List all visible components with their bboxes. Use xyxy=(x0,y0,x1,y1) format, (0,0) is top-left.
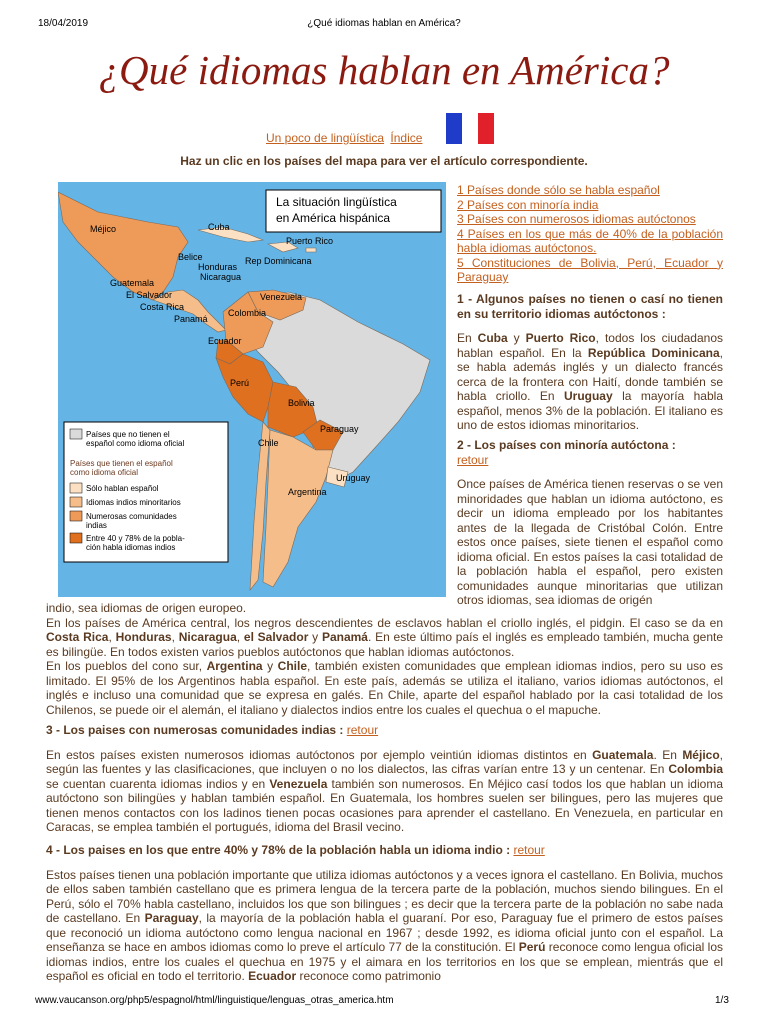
label-nicaragua[interactable]: Nicaragua xyxy=(200,272,242,282)
label-panama[interactable]: Panamá xyxy=(174,314,208,324)
retour-link[interactable]: retour xyxy=(457,452,489,467)
label-honduras[interactable]: Honduras xyxy=(198,262,238,272)
label-el-salvador[interactable]: El Salvador xyxy=(126,290,173,300)
link-linguistica[interactable]: Un poco de lingüística xyxy=(266,131,385,145)
section-2-paragraph-2: En los países de América central, los negros descendientes de esclavos hablan el criollo inglés, el pidgin. El caso se da en Costa Rica, Honduras, Nicaragua, el Salvador y Panamá. En este último país el inglés es empleado también, mucha gente es bilingüe. En todos existen varios pueblos autóctonos que hablan idiomas autóctonos. xyxy=(46,615,724,659)
legend-item-1: Sólo hablan español xyxy=(86,484,159,493)
label-argentina[interactable]: Argentina xyxy=(288,487,327,497)
legend-item-2: Idiomas indios minoritarios xyxy=(86,498,181,507)
bold-term: Perú xyxy=(518,940,546,954)
section-4 xyxy=(46,843,723,984)
bold-term: República Dominicana xyxy=(587,345,720,360)
label-costa-rica[interactable]: Costa Rica xyxy=(140,302,185,312)
link-section-3[interactable]: 3 Países con numerosos idiomas autóctonos xyxy=(457,212,696,226)
print-page-number: 1/3 xyxy=(715,995,729,1006)
link-section-2[interactable]: 2 Países con minoría india xyxy=(457,197,599,212)
label-rep-dominicana[interactable]: Rep Dominicana xyxy=(245,256,312,266)
nav-links xyxy=(266,131,425,145)
page-title: ¿Qué idiomas hablan en América? xyxy=(98,47,670,93)
label-ecuador[interactable]: Ecuador xyxy=(208,336,242,346)
bold-term: Uruguay xyxy=(563,389,613,403)
legend-item-3-line-2: indias xyxy=(86,521,107,530)
map-title-line-2: en América hispánica xyxy=(276,211,391,225)
bold-term: Argentina xyxy=(206,659,263,673)
bold-term: el Salvador xyxy=(243,630,309,644)
bold-term: Panamá xyxy=(321,630,368,644)
label-mejico[interactable]: Méjico xyxy=(90,224,117,234)
legend-gray-line-2: español como idioma oficial xyxy=(86,439,185,448)
section-4-heading: 4 - Los paises en los que entre 40% y 78% de la población habla un idioma indio : retour xyxy=(46,843,545,857)
legend-heading-1: Países que tienen el español xyxy=(70,459,173,468)
section-1-paragraph: En Cuba y Puerto Rico, todos los ciudadanos hablan español. En la República Dominicana, se habla además inglés y un dialecto francés cerca de la frontera con Haití, donde también se habla criollo. En Uruguay la mayoría habla español, menos 3% de la población. El italiano es uno de estos idiomas minoritarios. xyxy=(457,331,724,432)
map-puerto-rico[interactable] xyxy=(306,248,316,252)
label-bolivia[interactable]: Bolivia xyxy=(288,398,315,408)
section-1-heading: 1 - Algunos países no tienen o casí no tienen en su territorio idiomas autóctonos : xyxy=(457,292,723,321)
section-4-paragraph: Estos países tienen una población importante que utiliza idiomas autóctonos y a veces ignora el castellano. En Bolivia, muchos de ellos saben también castellano que es primera lengua de la tercera parte de la población, muchos siendo bilingues. En el Perú, sólo el 70% habla castellano, incluidos los que son bilingues ; es decir que la tercera parte de la población no sabe nada de castellano. En Paraguay, la mayoría de la población habla el guaraní. Por eso, Paraguay fue el primero de estos países que reconoció un idioma autóctono como lengua nacional en 1967 ; desde 1992, es idioma oficial junto con el español. La enseñanza se hace en ambos idiomas como lo preve el artículo 77 de la constitución. El Perú reconoce como lengua oficial los idiomas indios, entre los cuales el quechua en 1975 y el aimara en los territorios en los que se emplean, mientrás que el español es oficial en todo el territorio. Ecuador reconoce como patrimonio xyxy=(46,867,723,983)
label-cuba[interactable]: Cuba xyxy=(208,222,230,232)
section-3 xyxy=(46,723,723,835)
section-2-paragraph-1-cont: indio, sea idiomas de origen europeo. xyxy=(46,601,247,615)
legend-item-4-line-2: ción habla idiomas indios xyxy=(86,543,176,552)
label-colombia[interactable]: Colombia xyxy=(228,308,267,318)
section-2 xyxy=(457,438,723,618)
bold-term: Honduras xyxy=(115,630,172,644)
bold-term: Paraguay xyxy=(144,911,199,925)
section-2-full xyxy=(46,601,723,717)
map-instruction: Haz un clic en los países del mapa para ver el artículo correspondiente. xyxy=(180,154,588,168)
print-footer-url: www.vaucanson.org/php5/espagnol/html/linguistique/lenguas_otras_america.htm xyxy=(35,995,394,1006)
section-3-paragraph: En estos países existen numerosos idiomas autóctonos por ejemplo veintiún idiomas distintos en Guatemala. En Méjico, según las fuentes y las clasificaciones, que incluyen o no los dialectos, las cifras varían entre 13 y un centenar. En Colombia se cuentan cuarenta idiomas indios y en Venezuela también son numerosos. En Méjico casí todos los que hablan un idioma autóctono son bilingües y hablan también español. En Guatemala, los hombres suelen ser bilingues, pero las mujeres que tienen menos contactos con los ladinos tienen pocas ocasiones para aprender el castellano. En Venezuela, en particular en Caracas, se emplea también el portugués, idioma del Brasil vecino. xyxy=(46,747,723,834)
legend-gray-line-1: Países que no tienen el xyxy=(86,430,170,439)
label-chile[interactable]: Chile xyxy=(258,438,279,448)
link-indice[interactable]: Índice xyxy=(390,131,423,145)
bold-term: Venezuela xyxy=(269,776,328,791)
section-2-paragraph-3: En los pueblos del cono sur, Argentina y Chile, también existen comunidades que emplean idiomas indios, pero su uso es limitado. El 95% de los Argentinos habla español. En este país, además se utiliza el italiano, varios idiomas autóctonos, el inglés e incluso una comunidad que se expresa en galés. En Chile, aparte del español hablado por la casi totalidad de los Chilenos, se puede oir el alemán, el italiano y dialectos indios entre los cuales el quechua o el mapuche. xyxy=(46,659,724,717)
bold-term: Chile xyxy=(277,659,308,673)
map-legend xyxy=(64,422,228,562)
legend-heading-2: como idioma oficial xyxy=(70,468,139,477)
label-paraguay[interactable]: Paraguay xyxy=(320,424,359,434)
legend-item-3-line-1: Numerosas comunidades xyxy=(86,512,177,521)
bold-term: Colombia xyxy=(668,762,723,776)
label-guatemala[interactable]: Guatemala xyxy=(110,278,155,288)
label-peru[interactable]: Perú xyxy=(230,378,250,388)
bold-term: Nicaragua xyxy=(178,630,237,644)
french-flag-icon[interactable] xyxy=(446,113,494,144)
label-puerto-rico[interactable]: Puerto Rico xyxy=(286,236,334,246)
section-1 xyxy=(457,292,723,443)
link-section-5[interactable]: 5 Constituciones de Bolivia, Perú, Ecuador y Paraguay xyxy=(457,255,723,284)
legend-item-4-line-1: Entre 40 y 78% de la pobla- xyxy=(86,534,185,543)
print-date: 18/04/2019 xyxy=(38,18,89,29)
section-3-heading: 3 - Los paises con numerosas comunidades indias : retour xyxy=(46,723,379,737)
bold-term: Puerto Rico xyxy=(525,331,596,345)
label-venezuela[interactable]: Venezuela xyxy=(260,292,303,302)
label-uruguay[interactable]: Uruguay xyxy=(336,473,371,483)
map-title-line-1: La situación lingüística xyxy=(276,195,397,209)
section-2-paragraph-1: Once países de América tienen reservas o se ven minoridades que hablan un idioma autóctono, es decir un idioma empleado por los habitantes antes de la llegada de Cristóbal Colón. Entre estos once países, siete tienen el español como idioma oficial. En estos países la casi totalidad de la población habla el español, pero existen comunidades aunque minoritarias que utilizan otros idiomas, sea idiomas de origén xyxy=(457,477,723,607)
bold-term: Guatemala xyxy=(592,747,654,762)
link-section-1[interactable]: 1 Países donde sólo se habla español xyxy=(457,183,660,197)
link-section-4[interactable]: 4 Países en los que más de 40% de la población habla idiomas autóctonos. xyxy=(457,226,723,255)
section-links xyxy=(457,183,723,285)
retour-link[interactable]: retour xyxy=(346,723,379,737)
language-map[interactable] xyxy=(58,182,446,597)
section-2-heading: 2 - Los países con minoría autóctona : retour xyxy=(457,438,676,467)
bold-term: Ecuador xyxy=(248,969,297,983)
bold-term: Cuba xyxy=(477,331,508,345)
print-header-title: ¿Qué idiomas hablan en América? xyxy=(307,18,461,29)
bold-term: Méjico xyxy=(682,747,720,762)
bold-term: Costa Rica xyxy=(46,630,109,644)
retour-link[interactable]: retour xyxy=(513,843,545,857)
label-belice[interactable]: Belice xyxy=(178,252,203,262)
